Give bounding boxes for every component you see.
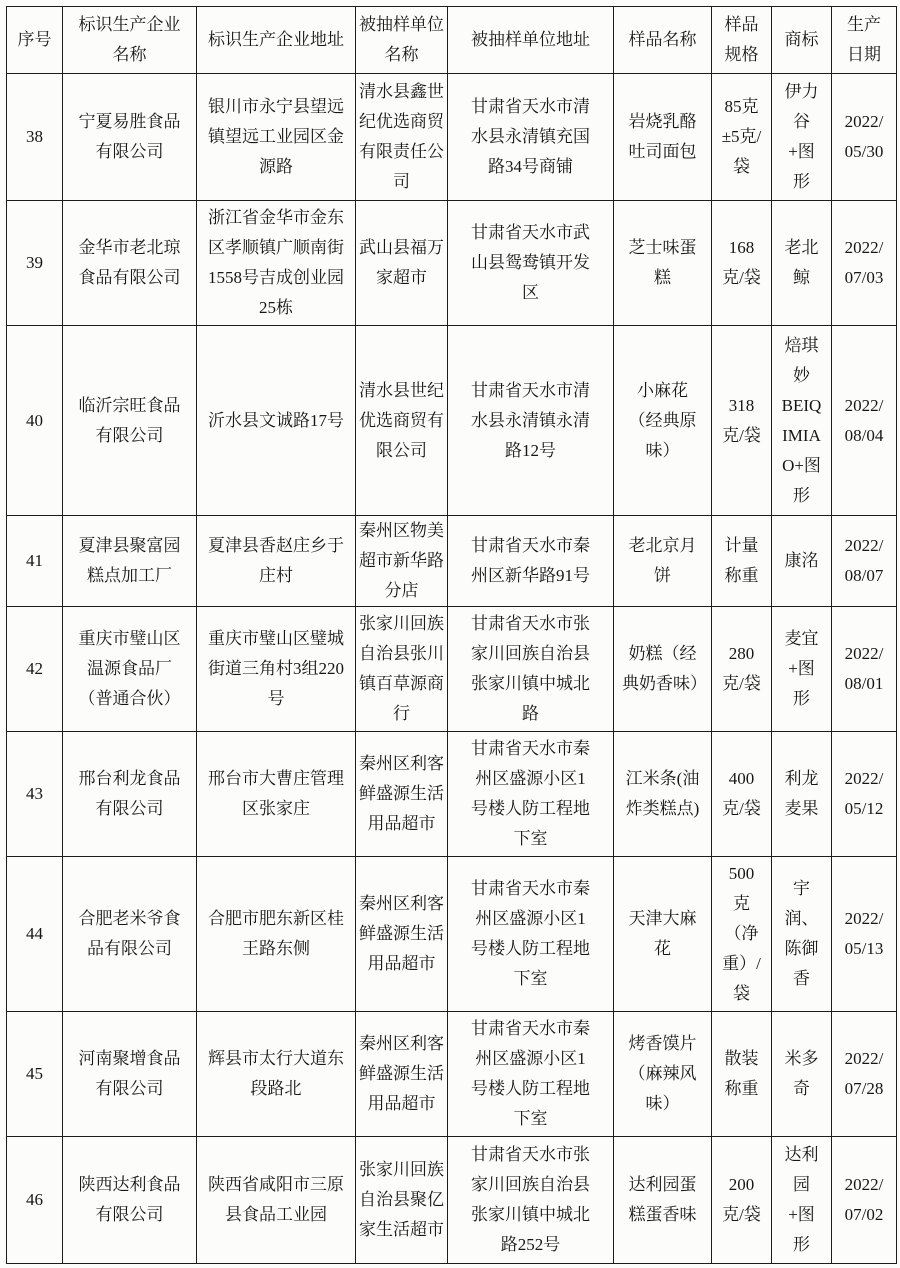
table-row — [7, 857, 897, 1012]
sample-spec-cell: 85克±5克/袋 — [712, 74, 772, 201]
sample-spec-cell: 400克/袋 — [712, 732, 772, 857]
sample-spec-cell: 200克/袋 — [712, 1137, 772, 1264]
sample-name-cell: 天津大麻花 — [614, 857, 712, 1012]
producer-address-cell: 银川市永宁县望远镇望远工业园区金源路 — [197, 74, 356, 201]
sampled-unit-name-cell: 秦州区物美超市新华路分店 — [356, 516, 448, 607]
sample-name-cell: 烤香馍片（麻辣风味） — [614, 1012, 712, 1137]
table-row — [7, 326, 897, 516]
sample-spec-cell: 500克（净重）/袋 — [712, 857, 772, 1012]
seq-cell: 38 — [7, 74, 63, 201]
sampled-unit-address-cell: 甘肃省天水市秦州区盛源小区1号楼人防工程地下室 — [448, 732, 614, 857]
producer-address-cell: 辉县市太行大道东段路北 — [197, 1012, 356, 1137]
trademark-cell: 老北鲸 — [772, 201, 832, 326]
sampled-unit-address-cell: 甘肃省天水市清水县永清镇充国路34号商铺 — [448, 74, 614, 201]
sampled-unit-address-cell: 甘肃省天水市秦州区盛源小区1号楼人防工程地下室 — [448, 857, 614, 1012]
production-date-cell: 2022/07/03 — [832, 201, 897, 326]
seq-cell: 44 — [7, 857, 63, 1012]
producer-name-cell: 夏津县聚富园糕点加工厂 — [63, 516, 197, 607]
producer-name-cell: 陕西达利食品有限公司 — [63, 1137, 197, 1264]
table-row — [7, 732, 897, 857]
sampled-unit-name-cell: 秦州区利客鲜盛源生活用品超市 — [356, 857, 448, 1012]
producer-name-cell: 河南聚增食品有限公司 — [63, 1012, 197, 1137]
seq-cell: 43 — [7, 732, 63, 857]
production-date-cell: 2022/05/12 — [832, 732, 897, 857]
production-date-cell: 2022/05/13 — [832, 857, 897, 1012]
header-sample-name: 样品名称 — [614, 7, 712, 74]
trademark-cell: 康洺 — [772, 516, 832, 607]
sampled-unit-name-cell: 张家川回族自治县张川镇百草源商行 — [356, 607, 448, 732]
trademark-cell: 麦宜+图形 — [772, 607, 832, 732]
sample-name-cell: 江米条(油炸类糕点) — [614, 732, 712, 857]
seq-cell: 45 — [7, 1012, 63, 1137]
producer-name-cell: 宁夏易胜食品有限公司 — [63, 74, 197, 201]
production-date-cell: 2022/07/28 — [832, 1012, 897, 1137]
sample-name-cell: 芝士味蛋糕 — [614, 201, 712, 326]
table-row — [7, 607, 897, 732]
producer-name-cell: 合肥老米爷食品有限公司 — [63, 857, 197, 1012]
header-production-date: 生产日期 — [832, 7, 897, 74]
seq-cell: 40 — [7, 326, 63, 516]
header-producer-address: 标识生产企业地址 — [197, 7, 356, 74]
sample-name-cell: 岩烧乳酪吐司面包 — [614, 74, 712, 201]
table-row — [7, 1137, 897, 1264]
sampled-unit-name-cell: 秦州区利客鲜盛源生活用品超市 — [356, 732, 448, 857]
trademark-cell: 伊力谷+图形 — [772, 74, 832, 201]
trademark-cell: 宇润、陈御香 — [772, 857, 832, 1012]
sampled-unit-address-cell: 甘肃省天水市张家川回族自治县张家川镇中城北路 — [448, 607, 614, 732]
sampled-unit-name-cell: 清水县世纪优选商贸有限公司 — [356, 326, 448, 516]
trademark-cell: 焙琪妙BEIQIMIAO+图形 — [772, 326, 832, 516]
sampled-unit-name-cell: 张家川回族自治县聚亿家生活超市 — [356, 1137, 448, 1264]
sample-name-cell: 小麻花（经典原味） — [614, 326, 712, 516]
producer-name-cell: 金华市老北琼食品有限公司 — [63, 201, 197, 326]
sample-spec-cell: 计量称重 — [712, 516, 772, 607]
production-date-cell: 2022/08/04 — [832, 326, 897, 516]
producer-name-cell: 邢台利龙食品有限公司 — [63, 732, 197, 857]
sample-spec-cell: 318克/袋 — [712, 326, 772, 516]
producer-address-cell: 合肥市肥东新区桂王路东侧 — [197, 857, 356, 1012]
table-row — [7, 1012, 897, 1137]
production-date-cell: 2022/08/07 — [832, 516, 897, 607]
producer-address-cell: 陕西省咸阳市三原县食品工业园 — [197, 1137, 356, 1264]
header-sample-spec: 样品规格 — [712, 7, 772, 74]
table-row — [7, 516, 897, 607]
producer-address-cell: 邢台市大曹庄管理区张家庄 — [197, 732, 356, 857]
producer-address-cell: 浙江省金华市金东区孝顺镇广顺南街1558号吉成创业园25栋 — [197, 201, 356, 326]
sample-spec-cell: 散装称重 — [712, 1012, 772, 1137]
production-date-cell: 2022/05/30 — [832, 74, 897, 201]
producer-address-cell: 夏津县香赵庄乡于庄村 — [197, 516, 356, 607]
seq-cell: 46 — [7, 1137, 63, 1264]
trademark-cell: 米多奇 — [772, 1012, 832, 1137]
production-date-cell: 2022/08/01 — [832, 607, 897, 732]
seq-cell: 41 — [7, 516, 63, 607]
header-sampled-unit-name: 被抽样单位名称 — [356, 7, 448, 74]
sample-spec-cell: 280克/袋 — [712, 607, 772, 732]
sample-name-cell: 达利园蛋糕蛋香味 — [614, 1137, 712, 1264]
sampled-unit-address-cell: 甘肃省天水市清水县永清镇永清路12号 — [448, 326, 614, 516]
producer-address-cell: 重庆市璧山区璧城街道三角村3组220号 — [197, 607, 356, 732]
sampled-unit-name-cell: 秦州区利客鲜盛源生活用品超市 — [356, 1012, 448, 1137]
header-sampled-unit-address: 被抽样单位地址 — [448, 7, 614, 74]
sampled-unit-address-cell: 甘肃省天水市秦州区新华路91号 — [448, 516, 614, 607]
seq-cell: 42 — [7, 607, 63, 732]
producer-name-cell: 重庆市璧山区温源食品厂（普通合伙） — [63, 607, 197, 732]
table-row — [7, 201, 897, 326]
sampled-unit-address-cell: 甘肃省天水市张家川回族自治县张家川镇中城北路252号 — [448, 1137, 614, 1264]
sample-spec-cell: 168克/袋 — [712, 201, 772, 326]
sample-name-cell: 奶糕（经典奶香味） — [614, 607, 712, 732]
table-row — [7, 74, 897, 201]
producer-name-cell: 临沂宗旺食品有限公司 — [63, 326, 197, 516]
trademark-cell: 利龙麦果 — [772, 732, 832, 857]
sampled-unit-address-cell: 甘肃省天水市秦州区盛源小区1号楼人防工程地下室 — [448, 1012, 614, 1137]
header-trademark: 商标 — [772, 7, 832, 74]
trademark-cell: 达利园+图形 — [772, 1137, 832, 1264]
production-date-cell: 2022/07/02 — [832, 1137, 897, 1264]
sampling-results-table — [6, 6, 897, 1264]
seq-cell: 39 — [7, 201, 63, 326]
sampled-unit-name-cell: 清水县鑫世纪优选商贸有限责任公司 — [356, 74, 448, 201]
sampled-unit-name-cell: 武山县福万家超市 — [356, 201, 448, 326]
sampled-unit-address-cell: 甘肃省天水市武山县鸳鸯镇开发区 — [448, 201, 614, 326]
sample-name-cell: 老北京月饼 — [614, 516, 712, 607]
header-seq: 序号 — [7, 7, 63, 74]
table-header-row — [7, 7, 897, 74]
header-producer-name: 标识生产企业名称 — [63, 7, 197, 74]
producer-address-cell: 沂水县文诚路17号 — [197, 326, 356, 516]
